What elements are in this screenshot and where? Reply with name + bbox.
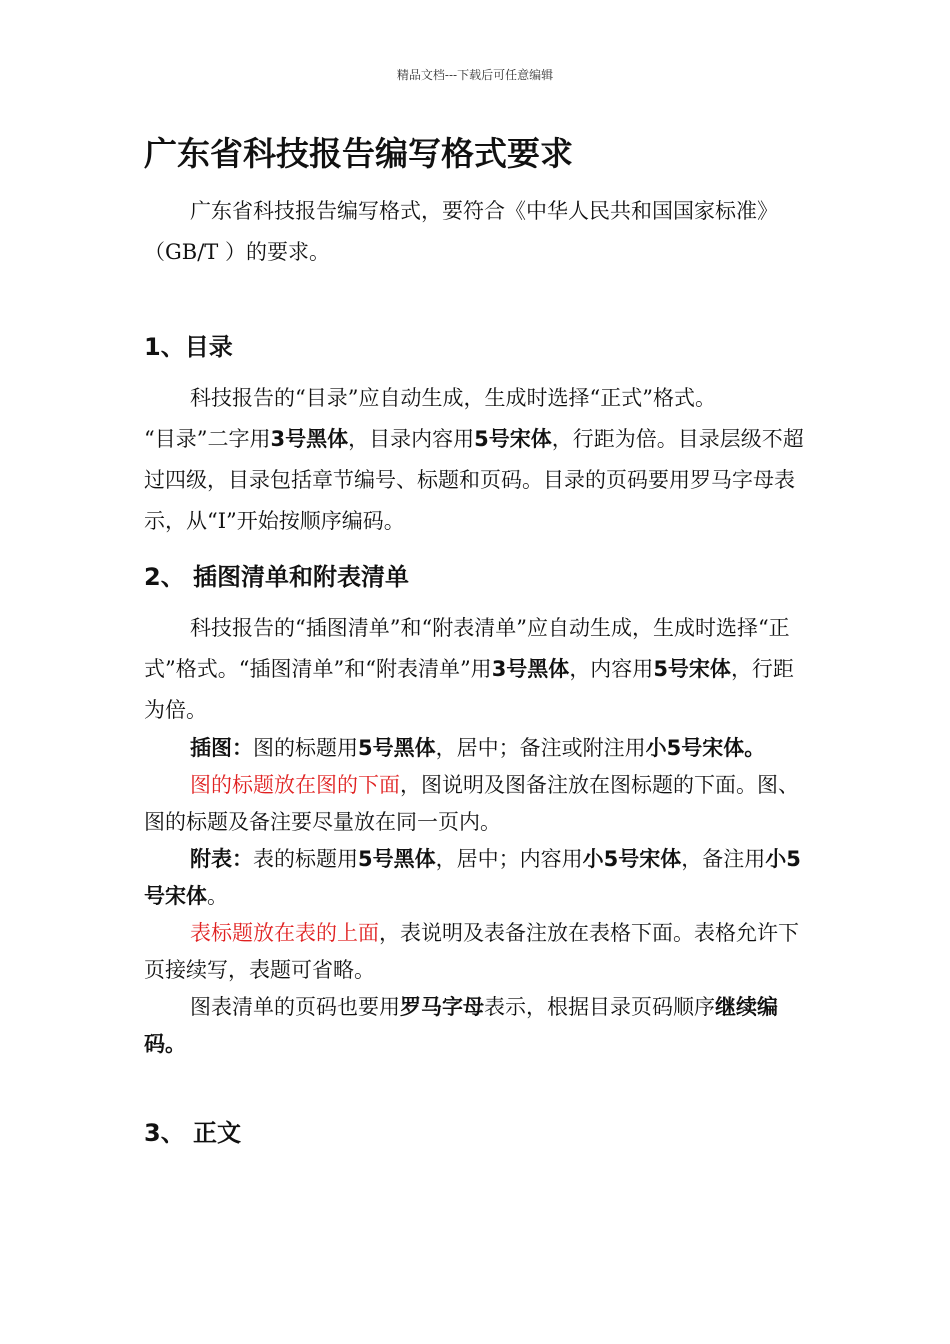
text-run: ，目录内容用 (348, 427, 475, 451)
figure-label: 插图： (190, 736, 253, 760)
section-2-para-1 (144, 608, 809, 731)
intro-line-2: （GB/T ）的要求。 (144, 240, 330, 264)
section-2-heading: 2、 插图清单和附表清单 (144, 563, 410, 591)
text-run: ，行距为倍。 (144, 657, 794, 722)
document-title: 广东省科技报告编写格式要求 (144, 134, 573, 173)
section-2-figures (144, 730, 809, 841)
bold-run: 5号黑体 (358, 847, 436, 871)
bold-run: 小5号宋体 (582, 847, 682, 871)
text-run: ，表说明及表备注放在表格下面。表格允许下页接续写，表题可省略。 (144, 921, 799, 982)
bold-run: 5号黑体 (358, 736, 436, 760)
red-highlight: 图的标题放在图的下面 (190, 773, 400, 797)
text-run: 图表清单的页码也要用 (190, 995, 400, 1019)
text-run: ，居中；内容用 (435, 847, 583, 871)
section-3-heading: 3、 正文 (144, 1119, 242, 1147)
bold-run: 3号黑体 (270, 427, 349, 451)
text-run: “目录”二字用 (144, 427, 271, 451)
bold-run: 5号宋体 (653, 657, 731, 681)
bold-run: 小5号宋体 (144, 847, 801, 908)
text-run: ，备注用 (681, 847, 766, 871)
table-label: 附表： (190, 847, 253, 871)
section-1-heading: 1、目录 (144, 333, 233, 361)
intro-paragraph (144, 191, 809, 273)
section-1-body (144, 378, 809, 542)
text-run: 科技报告的“插图清单”和“附表清单”应自动生成，生成时选择“正式”格式。“插图清单”和“附表清单”用 (144, 616, 790, 681)
text-run: ，居中；备注或附注用 (435, 736, 646, 760)
section-1-para-2 (144, 419, 809, 542)
figure-rule (144, 730, 809, 767)
text-run: ，图说明及图备注放在图标题的下面。图、图的标题及备注要尽量放在同一页内。 (144, 773, 799, 834)
text-run: 。 (207, 884, 228, 908)
bold-run: 继续编码。 (144, 995, 778, 1056)
table-rule (144, 841, 809, 915)
bold-run: 罗马字母 (400, 995, 484, 1019)
text-run: ，内容用 (569, 657, 654, 681)
bold-run: 5号宋体 (474, 427, 552, 451)
bold-run: 小5号宋体。 (645, 736, 766, 760)
page-header: 精品文档---下载后可任意编辑 (396, 68, 554, 82)
bold-run: 3号黑体 (491, 657, 570, 681)
text-run: 表的标题用 (253, 847, 358, 871)
table-placement (144, 915, 809, 989)
text-run: 图的标题用 (253, 736, 358, 760)
figure-placement (144, 767, 809, 841)
text-run: ，行距为倍。目录层级不超过四级，目录包括章节编号、标题和页码。目录的页码要用罗马字母表示，从“I”开始按顺序编码。 (144, 427, 804, 533)
section-2-tables (144, 841, 809, 1063)
list-page-numbering (144, 989, 809, 1063)
red-highlight: 表标题放在表的上面 (190, 921, 379, 945)
section-2-para-1-text (144, 608, 809, 731)
intro-line-1: 广东省科技报告编写格式，要符合《中华人民共和国国家标准》 (190, 199, 778, 223)
section-1-para-1: 科技报告的“目录”应自动生成，生成时选择“正式”格式。 (190, 386, 716, 410)
text-run: 表示，根据目录页码顺序 (484, 995, 715, 1019)
